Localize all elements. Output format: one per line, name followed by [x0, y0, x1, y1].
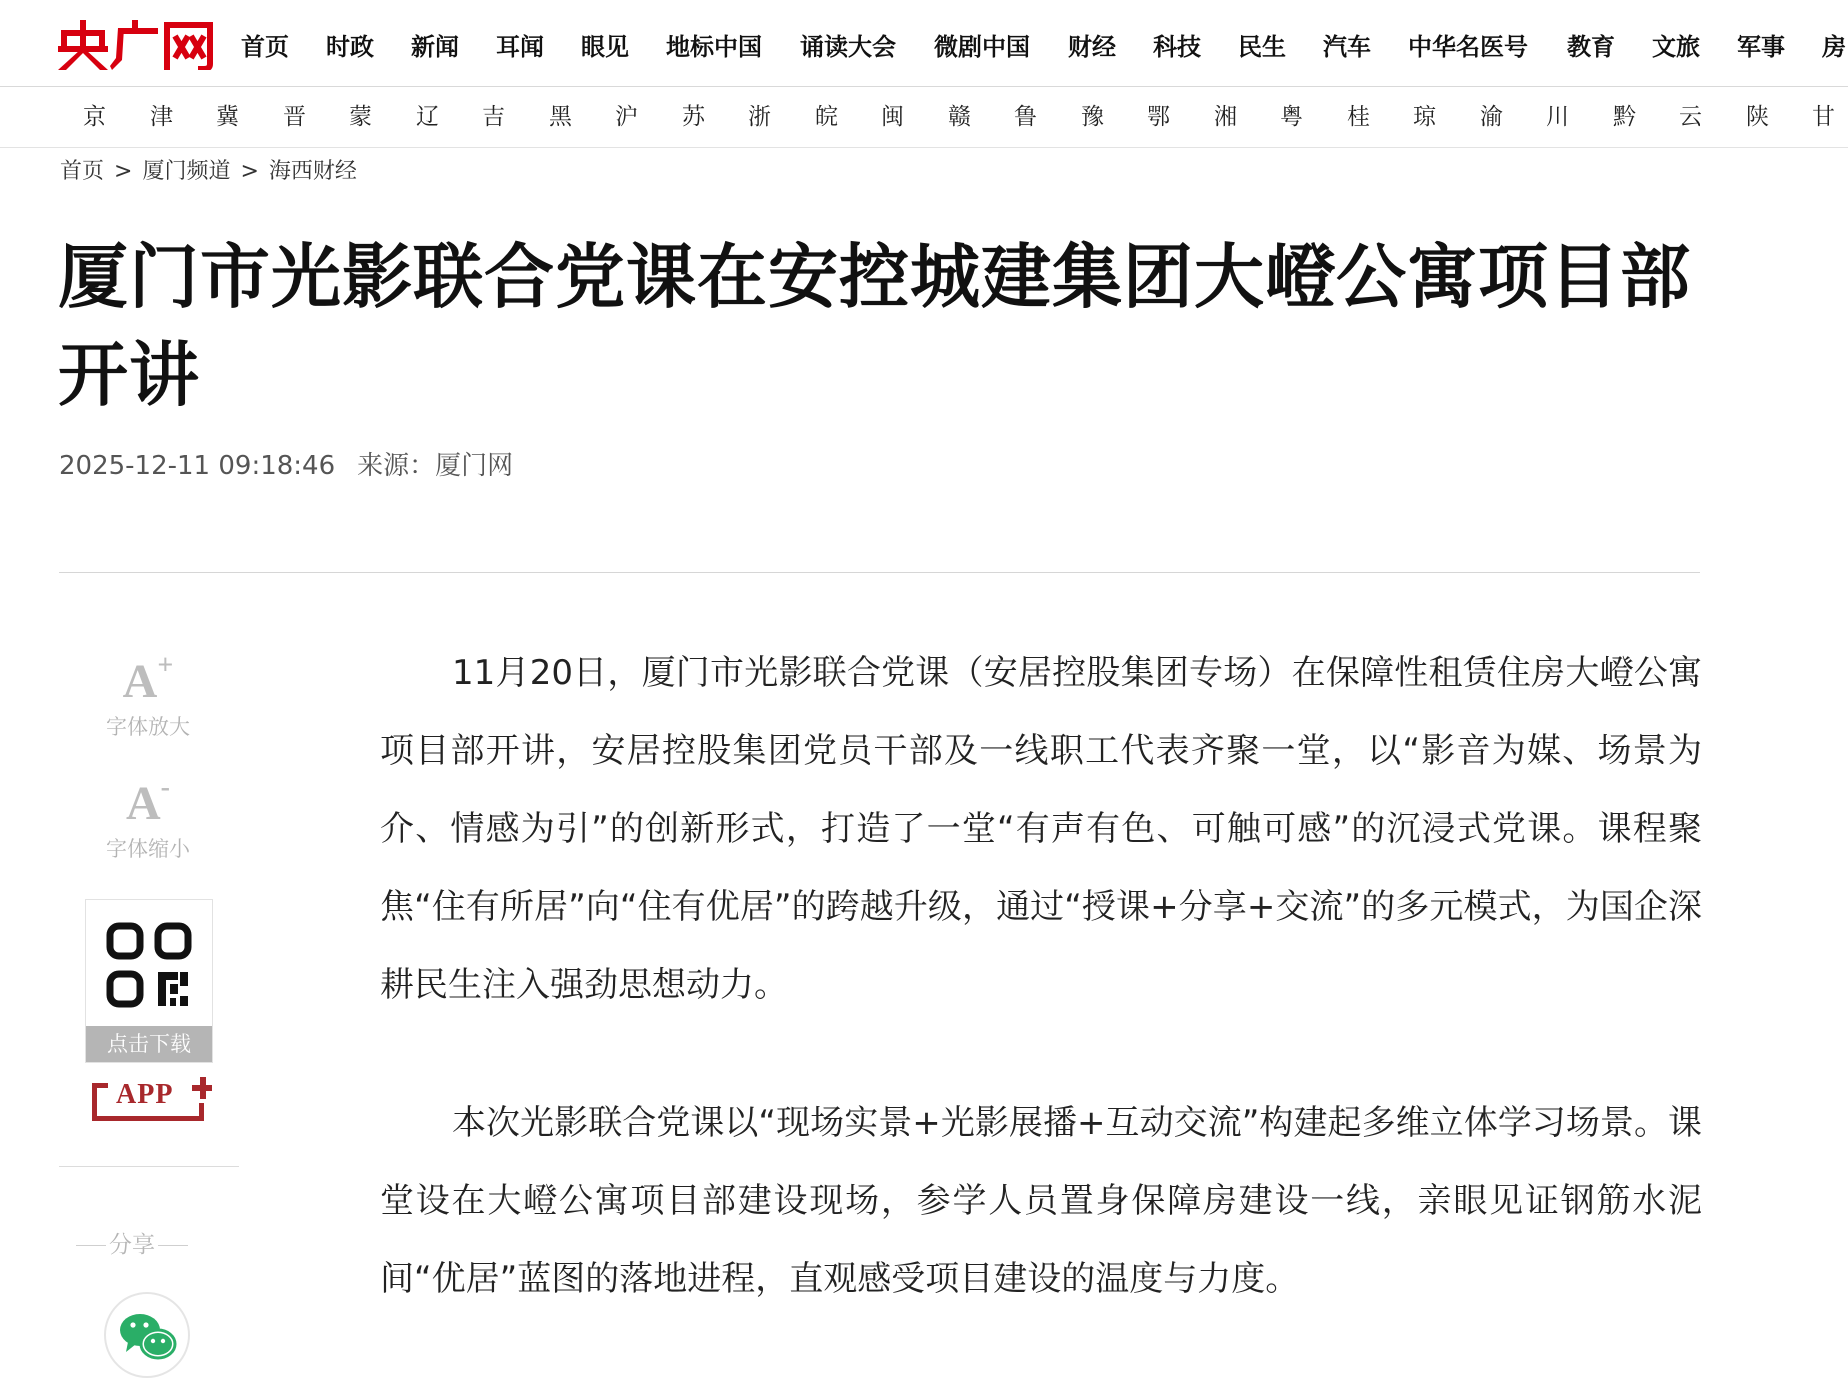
province-link[interactable]: 赣	[948, 104, 971, 130]
wechat-share-button[interactable]	[104, 1292, 190, 1378]
nav-item-home[interactable]: 首页	[241, 33, 289, 61]
province-link[interactable]: 甘	[1812, 104, 1835, 130]
province-link[interactable]: 浙	[748, 104, 771, 130]
province-link[interactable]: 沪	[615, 104, 638, 130]
font-increase-label: 字体放大	[106, 715, 190, 739]
nav-item-micro-drama[interactable]: 微剧中国	[934, 33, 1030, 61]
app-label: APP	[116, 1079, 174, 1110]
qr-download-label: 点击下载	[86, 1026, 212, 1062]
province-link[interactable]: 晋	[283, 104, 306, 130]
province-link[interactable]: 津	[150, 104, 173, 130]
province-link[interactable]: 粤	[1280, 104, 1303, 130]
province-bar	[0, 87, 1848, 148]
font-increase-button[interactable]	[90, 646, 206, 742]
font-decrease-button[interactable]	[90, 768, 206, 864]
font-decrease-icon: A-	[126, 772, 170, 830]
province-link[interactable]: 吉	[482, 104, 505, 130]
province-link[interactable]: 渝	[1480, 104, 1503, 130]
article-source: 来源：厦门网	[357, 451, 514, 481]
province-link[interactable]: 蒙	[349, 104, 372, 130]
province-link[interactable]: 豫	[1081, 104, 1104, 130]
app-badge[interactable]	[92, 1077, 212, 1123]
article-title: 厦门市光影联合党课在安控城建集团大嶝公寓项目部开讲	[58, 236, 1691, 416]
nav-item-ear[interactable]: 耳闻	[496, 33, 544, 61]
article-meta	[59, 448, 513, 484]
nav-item-finance[interactable]: 财经	[1068, 33, 1116, 61]
qr-code-icon	[106, 922, 192, 1008]
nav-item-auto[interactable]: 汽车	[1323, 33, 1371, 61]
province-link[interactable]: 苏	[682, 104, 705, 130]
nav-item-livelihood[interactable]: 民生	[1238, 33, 1286, 61]
province-link[interactable]: 湘	[1214, 104, 1237, 130]
tools-divider	[59, 1166, 239, 1167]
breadcrumb-xiamen-channel[interactable]: 厦门频道	[142, 159, 231, 184]
province-link[interactable]: 云	[1679, 104, 1702, 130]
app-download-qr-button[interactable]	[85, 899, 213, 1063]
font-increase-icon: A+	[122, 650, 174, 708]
font-decrease-label: 字体缩小	[106, 837, 190, 861]
province-link[interactable]: 闽	[881, 104, 904, 130]
province-link[interactable]: 桂	[1347, 104, 1370, 130]
province-link[interactable]: 琼	[1413, 104, 1436, 130]
nav-item-doctor[interactable]: 中华名医号	[1408, 33, 1528, 61]
breadcrumb	[60, 156, 357, 188]
top-navigation-bar	[0, 0, 1848, 87]
publish-datetime: 2025-12-11 09:18:46	[59, 451, 336, 481]
nav-item-politics[interactable]: 时政	[326, 33, 374, 61]
province-link[interactable]: 鲁	[1014, 104, 1037, 130]
nav-item-recital[interactable]: 诵读大会	[800, 33, 896, 61]
province-link[interactable]: 鄂	[1147, 104, 1170, 130]
article-paragraph: 11月20日，厦门市光影联合党课（安居控股集团专场）在保障性租赁住房大嶝公寓项目部开讲，安居控股集团党员干部及一线职工代表齐聚一堂，以“影音为媒、场景为介、情感为引”的创新形式，打造了一堂“有声有色、可触可感”的沉浸式党课。课程聚焦“住有所居”向“住有优居”的跨越升级，通过“授课+分享+交流”的多元模式，为国企深耕民生注入强劲思想动力。	[380, 653, 1702, 1005]
article-paragraph: 本次光影联合党课以“现场实景+光影展播+互动交流”构建起多维立体学习场景。课堂设在大嶝公寓项目部建设现场，参学人员置身保障房建设一线，亲眼见证钢筋水泥间“优居”蓝图的落地进程，直观感受项目建设的温度与力度。	[380, 1103, 1702, 1299]
province-link[interactable]: 陕	[1746, 104, 1769, 130]
province-link[interactable]: 川	[1546, 104, 1569, 130]
nav-item-landmark[interactable]: 地标中国	[666, 33, 762, 61]
article-body	[380, 634, 1702, 1378]
province-link[interactable]: 京	[83, 104, 106, 130]
breadcrumb-home[interactable]: 首页	[60, 159, 105, 184]
province-link[interactable]: 皖	[815, 104, 838, 130]
breadcrumb-separator: >	[240, 159, 259, 184]
province-link[interactable]: 冀	[216, 104, 239, 130]
header-divider	[59, 572, 1700, 573]
nav-item-house[interactable]: 房	[1822, 33, 1846, 61]
main-nav	[0, 0, 1848, 86]
nav-item-culture-travel[interactable]: 文旅	[1652, 33, 1700, 61]
breadcrumb-separator: >	[114, 159, 133, 184]
share-label: 分享	[76, 1228, 188, 1262]
province-link[interactable]: 辽	[416, 104, 439, 130]
nav-item-education[interactable]: 教育	[1567, 33, 1615, 61]
nav-item-military[interactable]: 军事	[1737, 33, 1785, 61]
province-link[interactable]: 黑	[549, 104, 572, 130]
nav-item-tech[interactable]: 科技	[1153, 33, 1201, 61]
wechat-icon	[106, 1294, 188, 1376]
nav-item-eye[interactable]: 眼见	[581, 33, 629, 61]
province-link[interactable]: 黔	[1613, 104, 1636, 130]
breadcrumb-haixi-finance[interactable]: 海西财经	[268, 159, 357, 184]
nav-item-news[interactable]: 新闻	[411, 33, 459, 61]
